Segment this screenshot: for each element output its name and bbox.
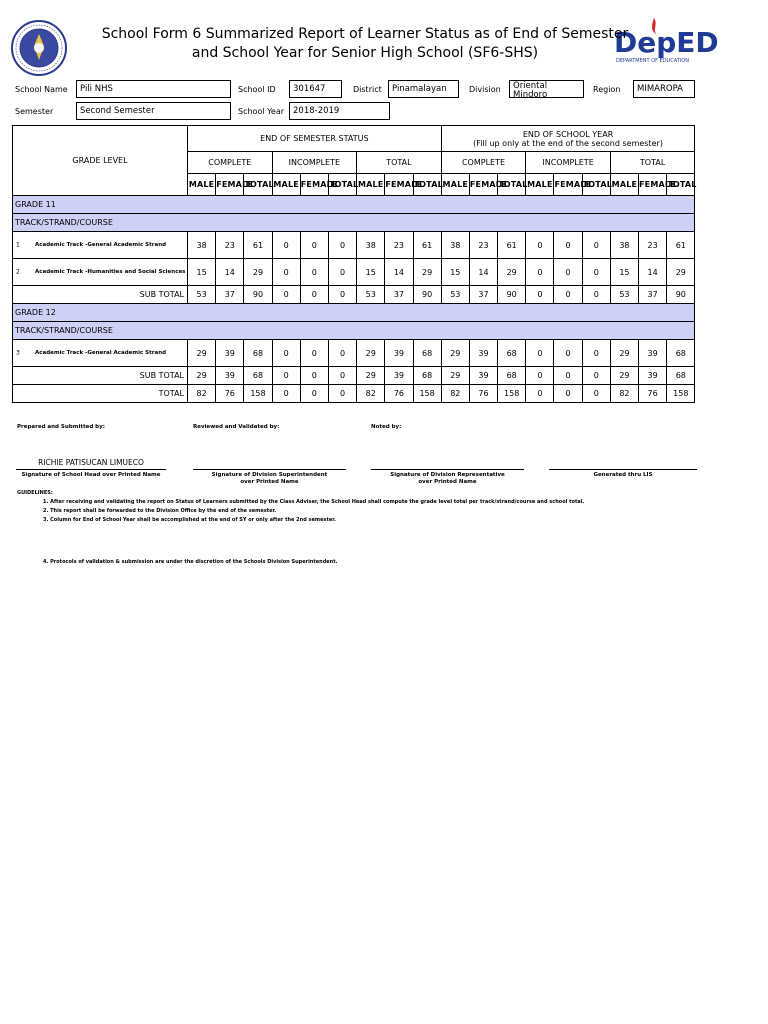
value-cell: 0 bbox=[526, 232, 554, 259]
value-cell: 14 bbox=[216, 259, 244, 286]
superintendent-caption-line1: Signature of Division Superintendent bbox=[211, 472, 328, 478]
row-number: 1 bbox=[16, 241, 20, 249]
school-year-label: School Year bbox=[238, 107, 285, 116]
female-header: FEMALE bbox=[469, 174, 497, 196]
page-title bbox=[70, 25, 660, 63]
value-cell: 76 bbox=[216, 385, 244, 403]
value-cell: 0 bbox=[582, 340, 610, 367]
prepared-label: Prepared and Submitted by: bbox=[17, 424, 105, 430]
value-cell: 0 bbox=[272, 340, 300, 367]
value-cell: 23 bbox=[216, 232, 244, 259]
guideline-2: 2. This report shall be forwarded to the Division Office by the end of the semester. bbox=[43, 508, 277, 514]
eosy-header-line2: (Fill up only at the end of the second semester) bbox=[473, 138, 663, 148]
superintendent-caption bbox=[193, 472, 346, 486]
value-cell: 90 bbox=[244, 286, 272, 304]
value-cell: 0 bbox=[582, 286, 610, 304]
value-cell: 29 bbox=[413, 259, 441, 286]
male-header: MALE bbox=[610, 174, 638, 196]
value-cell: 0 bbox=[272, 286, 300, 304]
superintendent-caption-line2: over Printed Name bbox=[240, 479, 299, 485]
value-cell: 0 bbox=[328, 286, 356, 304]
grand-total-label: TOTAL bbox=[13, 385, 188, 403]
value-cell: 23 bbox=[385, 232, 413, 259]
track-cell bbox=[13, 259, 188, 286]
value-cell: 29 bbox=[441, 340, 469, 367]
signature-line bbox=[16, 469, 166, 470]
value-cell: 38 bbox=[441, 232, 469, 259]
subtotal-row bbox=[13, 286, 695, 304]
value-cell: 38 bbox=[188, 232, 216, 259]
school-id-label: School ID bbox=[238, 85, 276, 94]
value-cell: 15 bbox=[610, 259, 638, 286]
value-cell: 0 bbox=[554, 259, 582, 286]
division-field[interactable]: Oriental Mindoro bbox=[509, 80, 584, 98]
value-cell: 68 bbox=[667, 340, 695, 367]
track-name: Academic Track -General Academic Strand bbox=[35, 349, 167, 356]
semester-field[interactable]: Second Semester bbox=[76, 102, 231, 120]
value-cell: 53 bbox=[610, 286, 638, 304]
total-small-header: TOTAL bbox=[244, 174, 272, 196]
row-number: 3 bbox=[16, 349, 20, 357]
female-header: FEMALE bbox=[554, 174, 582, 196]
region-field[interactable]: MIMAROPA bbox=[633, 80, 695, 98]
value-cell: 53 bbox=[357, 286, 385, 304]
division-label: Division bbox=[469, 85, 501, 94]
eos-status-header: END OF SEMESTER STATUS bbox=[188, 126, 442, 152]
school-name-field[interactable]: Pili NHS bbox=[76, 80, 231, 98]
guideline-3: 3. Column for End of School Year shall be accomplished at the end of SY or only after the 2nd semester. bbox=[43, 517, 336, 523]
noted-label: Noted by: bbox=[371, 424, 402, 430]
value-cell: 0 bbox=[554, 367, 582, 385]
female-header: FEMALE bbox=[385, 174, 413, 196]
value-cell: 37 bbox=[216, 286, 244, 304]
value-cell: 29 bbox=[244, 259, 272, 286]
value-cell: 0 bbox=[272, 367, 300, 385]
incomplete-header: INCOMPLETE bbox=[272, 152, 357, 174]
female-header: FEMALE bbox=[300, 174, 328, 196]
signature-line bbox=[549, 469, 697, 470]
value-cell: 0 bbox=[272, 385, 300, 403]
value-cell: 68 bbox=[413, 340, 441, 367]
deped-wordmark: DepED bbox=[614, 26, 719, 59]
value-cell: 158 bbox=[498, 385, 526, 403]
female-header: FEMALE bbox=[216, 174, 244, 196]
value-cell: 68 bbox=[498, 340, 526, 367]
value-cell: 0 bbox=[272, 259, 300, 286]
value-cell: 0 bbox=[328, 367, 356, 385]
value-cell: 15 bbox=[357, 259, 385, 286]
value-cell: 39 bbox=[385, 367, 413, 385]
track-band: TRACK/STRAND/COURSE bbox=[13, 322, 695, 340]
female-header: FEMALE bbox=[639, 174, 667, 196]
complete-header: COMPLETE bbox=[441, 152, 526, 174]
guidelines-heading: GUIDELINES: bbox=[17, 490, 53, 496]
value-cell: 90 bbox=[413, 286, 441, 304]
value-cell: 0 bbox=[582, 367, 610, 385]
value-cell: 29 bbox=[357, 367, 385, 385]
value-cell: 61 bbox=[498, 232, 526, 259]
total-small-header: TOTAL bbox=[667, 174, 695, 196]
row-number: 2 bbox=[16, 268, 20, 276]
school-head-caption: Signature of School Head over Printed Name bbox=[21, 472, 161, 478]
track-cell bbox=[13, 340, 188, 367]
learner-status-table bbox=[12, 125, 695, 403]
guideline-4: 4. Protocols of validation & submission are under the discretion of the Schools Division Superintendent. bbox=[43, 559, 338, 565]
value-cell: 0 bbox=[328, 340, 356, 367]
value-cell: 29 bbox=[357, 340, 385, 367]
complete-header: COMPLETE bbox=[188, 152, 273, 174]
value-cell: 29 bbox=[610, 340, 638, 367]
value-cell: 68 bbox=[413, 367, 441, 385]
male-header: MALE bbox=[526, 174, 554, 196]
representative-caption-line2: over Printed Name bbox=[418, 479, 477, 485]
value-cell: 39 bbox=[216, 340, 244, 367]
value-cell: 15 bbox=[441, 259, 469, 286]
value-cell: 158 bbox=[667, 385, 695, 403]
signature-line bbox=[371, 469, 524, 470]
value-cell: 0 bbox=[554, 340, 582, 367]
value-cell: 61 bbox=[413, 232, 441, 259]
value-cell: 15 bbox=[188, 259, 216, 286]
table-row bbox=[13, 232, 695, 259]
value-cell: 0 bbox=[300, 232, 328, 259]
value-cell: 39 bbox=[469, 340, 497, 367]
value-cell: 76 bbox=[639, 385, 667, 403]
value-cell: 29 bbox=[188, 340, 216, 367]
value-cell: 29 bbox=[188, 367, 216, 385]
value-cell: 0 bbox=[526, 286, 554, 304]
value-cell: 0 bbox=[300, 340, 328, 367]
value-cell: 39 bbox=[216, 367, 244, 385]
representative-caption bbox=[371, 472, 524, 486]
value-cell: 39 bbox=[639, 367, 667, 385]
title-line2: and School Year for Senior High School (SF6-SHS) bbox=[191, 45, 539, 61]
value-cell: 23 bbox=[639, 232, 667, 259]
value-cell: 0 bbox=[526, 367, 554, 385]
representative-caption-line1: Signature of Division Representative bbox=[390, 472, 505, 478]
value-cell: 82 bbox=[441, 385, 469, 403]
table-row bbox=[13, 340, 695, 367]
value-cell: 14 bbox=[469, 259, 497, 286]
value-cell: 158 bbox=[413, 385, 441, 403]
value-cell: 0 bbox=[300, 385, 328, 403]
value-cell: 0 bbox=[554, 286, 582, 304]
value-cell: 82 bbox=[357, 385, 385, 403]
subtotal-label: SUB TOTAL bbox=[13, 367, 188, 385]
value-cell: 38 bbox=[610, 232, 638, 259]
male-header: MALE bbox=[357, 174, 385, 196]
value-cell: 37 bbox=[469, 286, 497, 304]
value-cell: 68 bbox=[244, 367, 272, 385]
male-header: MALE bbox=[188, 174, 216, 196]
district-field[interactable]: Pinamalayan bbox=[388, 80, 459, 98]
track-cell bbox=[13, 232, 188, 259]
value-cell: 90 bbox=[498, 286, 526, 304]
value-cell: 68 bbox=[667, 367, 695, 385]
grade11-band: GRADE 11 bbox=[13, 196, 695, 214]
title-line1: School Form 6 Summarized Report of Learner Status as of End of Semester bbox=[101, 26, 629, 42]
value-cell: 0 bbox=[526, 340, 554, 367]
value-cell: 39 bbox=[385, 340, 413, 367]
value-cell: 53 bbox=[441, 286, 469, 304]
school-id-field[interactable]: 301647 bbox=[289, 80, 342, 98]
grade12-band: GRADE 12 bbox=[13, 304, 695, 322]
deped-subtitle: DEPARTMENT OF EDUCATION bbox=[616, 58, 689, 64]
value-cell: 0 bbox=[300, 286, 328, 304]
semester-label: Semester bbox=[15, 107, 54, 116]
track-band: TRACK/STRAND/COURSE bbox=[13, 214, 695, 232]
value-cell: 61 bbox=[244, 232, 272, 259]
value-cell: 76 bbox=[385, 385, 413, 403]
value-cell: 37 bbox=[385, 286, 413, 304]
value-cell: 61 bbox=[667, 232, 695, 259]
generated-caption: Generated thru LIS bbox=[593, 472, 653, 478]
district-label: District bbox=[353, 85, 382, 94]
signature-line bbox=[193, 469, 346, 470]
total-small-header: TOTAL bbox=[413, 174, 441, 196]
school-year-field[interactable]: 2018-2019 bbox=[289, 102, 390, 120]
value-cell: 0 bbox=[582, 259, 610, 286]
track-name: Academic Track -Humanities and Social Sciences bbox=[35, 268, 186, 275]
reviewed-label: Reviewed and Validated by: bbox=[193, 424, 280, 430]
value-cell: 53 bbox=[188, 286, 216, 304]
grade-level-header: GRADE LEVEL bbox=[13, 126, 188, 196]
total-small-header: TOTAL bbox=[328, 174, 356, 196]
eosy-header-line1: END OF SCHOOL YEAR bbox=[522, 129, 614, 139]
value-cell: 29 bbox=[610, 367, 638, 385]
value-cell: 0 bbox=[272, 232, 300, 259]
value-cell: 0 bbox=[300, 367, 328, 385]
region-label: Region bbox=[593, 85, 621, 94]
incomplete-header: INCOMPLETE bbox=[526, 152, 611, 174]
subtotal-row bbox=[13, 367, 695, 385]
male-header: MALE bbox=[441, 174, 469, 196]
school-name-label: School Name bbox=[15, 85, 68, 94]
value-cell: 14 bbox=[385, 259, 413, 286]
value-cell: 0 bbox=[582, 385, 610, 403]
total-small-header: TOTAL bbox=[498, 174, 526, 196]
value-cell: 39 bbox=[469, 367, 497, 385]
eosy-header bbox=[441, 126, 695, 152]
value-cell: 158 bbox=[244, 385, 272, 403]
value-cell: 37 bbox=[639, 286, 667, 304]
value-cell: 0 bbox=[582, 232, 610, 259]
value-cell: 39 bbox=[639, 340, 667, 367]
value-cell: 90 bbox=[667, 286, 695, 304]
value-cell: 0 bbox=[300, 259, 328, 286]
track-name: Academic Track -General Academic Strand bbox=[35, 241, 167, 248]
value-cell: 76 bbox=[469, 385, 497, 403]
value-cell: 29 bbox=[441, 367, 469, 385]
total-small-header: TOTAL bbox=[582, 174, 610, 196]
total-header: TOTAL bbox=[610, 152, 695, 174]
value-cell: 29 bbox=[498, 259, 526, 286]
value-cell: 29 bbox=[667, 259, 695, 286]
table-row bbox=[13, 259, 695, 286]
total-header: TOTAL bbox=[357, 152, 442, 174]
value-cell: 68 bbox=[498, 367, 526, 385]
male-header: MALE bbox=[272, 174, 300, 196]
subtotal-label: SUB TOTAL bbox=[13, 286, 188, 304]
value-cell: 0 bbox=[328, 385, 356, 403]
value-cell: 0 bbox=[554, 385, 582, 403]
value-cell: 0 bbox=[328, 232, 356, 259]
value-cell: 0 bbox=[526, 259, 554, 286]
value-cell: 23 bbox=[469, 232, 497, 259]
value-cell: 82 bbox=[610, 385, 638, 403]
school-head-name: RICHIE PATISUCAN LIMUECO bbox=[38, 458, 144, 467]
value-cell: 14 bbox=[639, 259, 667, 286]
value-cell: 0 bbox=[554, 232, 582, 259]
grand-total-row bbox=[13, 385, 695, 403]
value-cell: 0 bbox=[328, 259, 356, 286]
deped-seal-logo bbox=[11, 20, 67, 76]
guideline-1: 1. After receiving and validating the report on Status of Learners submitted by the Class Adviser, the School Head shall compute the grade level total per track/strand/course and school total. bbox=[43, 499, 585, 505]
value-cell: 68 bbox=[244, 340, 272, 367]
value-cell: 0 bbox=[526, 385, 554, 403]
value-cell: 82 bbox=[188, 385, 216, 403]
value-cell: 38 bbox=[357, 232, 385, 259]
